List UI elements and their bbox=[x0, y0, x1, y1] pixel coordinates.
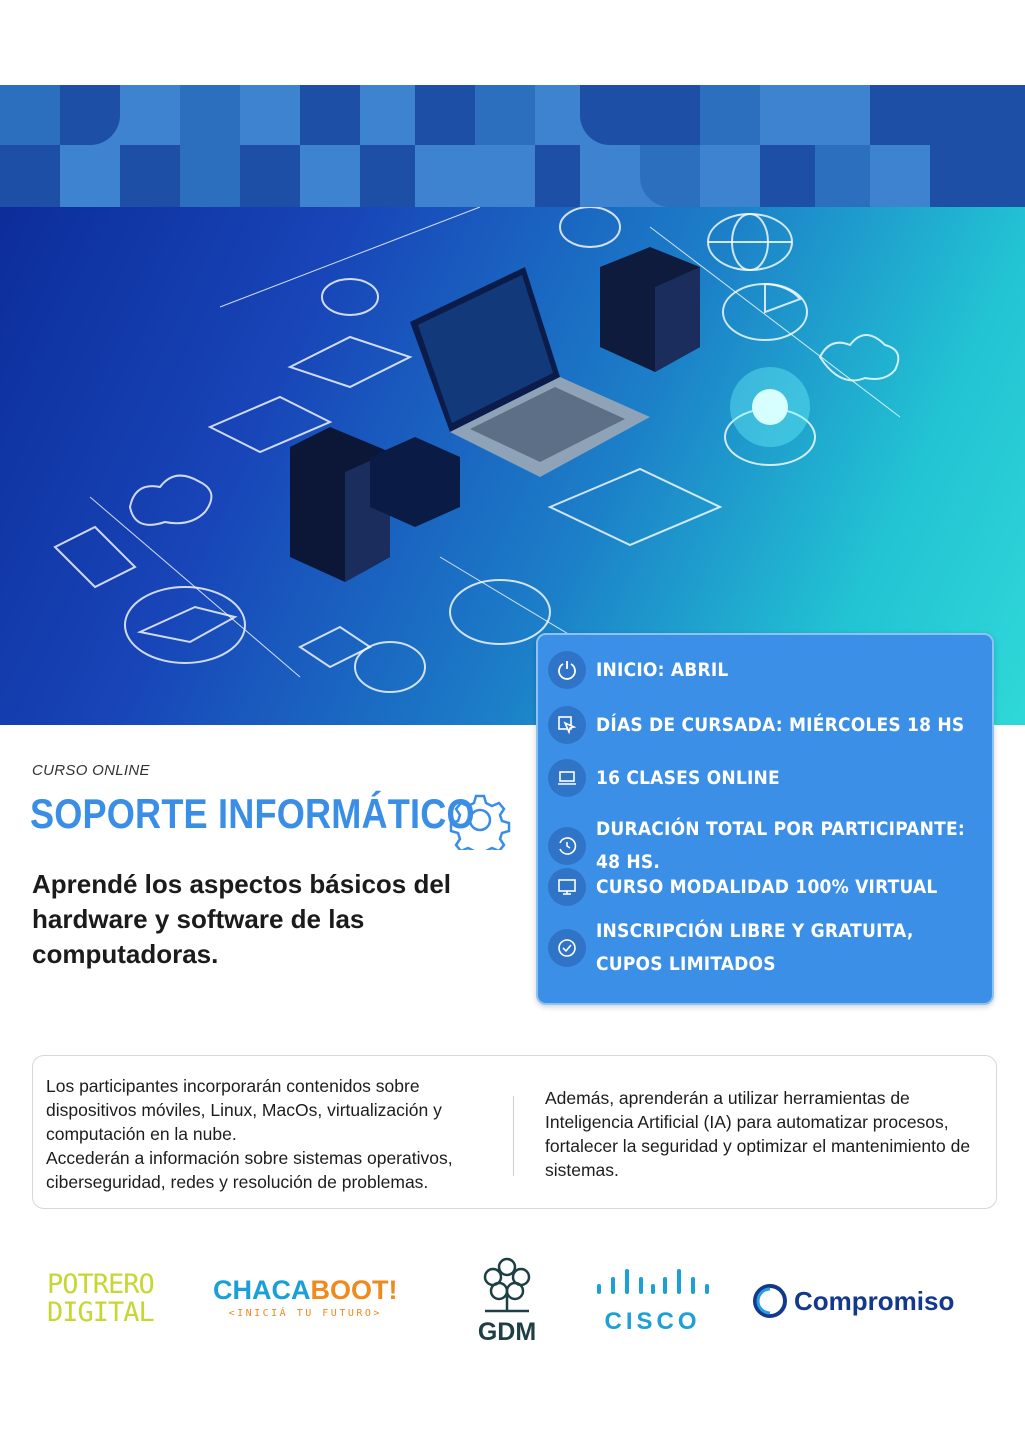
chacaboot-tagline: <INICIÁ TU FUTURO> bbox=[228, 1308, 382, 1319]
info-item-start bbox=[548, 651, 729, 689]
course-kicker: CURSO ONLINE bbox=[32, 762, 150, 779]
course-subtitle: Aprendé los aspectos básicos del hardware y software de las computadoras. bbox=[32, 869, 452, 969]
info-text-days: DÍAS DE CURSADA: MIÉRCOLES 18 HS bbox=[596, 713, 965, 736]
info-text-start: INICIO: ABRIL bbox=[596, 658, 729, 681]
info-item-days bbox=[548, 706, 964, 744]
chacaboot-logo-part2: BOOT! bbox=[310, 1275, 398, 1305]
power-icon bbox=[548, 651, 586, 689]
description-box bbox=[32, 1055, 997, 1209]
course-info-card bbox=[536, 633, 994, 1005]
cisco-logo-text: CISCO bbox=[604, 1308, 701, 1335]
info-text-enrollment-line1: INSCRIPCIÓN LIBRE Y GRATUITA, bbox=[596, 920, 914, 942]
page-title: SOPORTE INFORMÁTICO bbox=[30, 790, 475, 837]
clock-icon bbox=[548, 827, 586, 865]
potrero-digital-logo bbox=[47, 1271, 154, 1327]
info-text-classes: 16 CLASES ONLINE bbox=[596, 766, 780, 789]
sponsor-logos bbox=[0, 1255, 1025, 1355]
cisco-bars-icon bbox=[593, 1269, 713, 1299]
chacaboot-logo-part1: CHACA bbox=[213, 1275, 311, 1305]
monitor-icon bbox=[548, 868, 586, 906]
gdm-tree-icon bbox=[477, 1255, 537, 1317]
divider bbox=[513, 1096, 514, 1176]
cisco-logo bbox=[590, 1269, 715, 1336]
potrero-logo-line: DIGITAL bbox=[47, 1297, 154, 1328]
description-paragraph: Accederán a información sobre sistemas operativos, ciberseguridad, redes y resolución de problemas. bbox=[46, 1148, 453, 1192]
compromiso-logo-text: Compromiso bbox=[794, 1285, 955, 1316]
chacaboot-logo bbox=[213, 1275, 398, 1319]
info-item-classes bbox=[548, 759, 780, 797]
cursor-click-icon bbox=[548, 706, 586, 744]
laptop-icon bbox=[548, 759, 586, 797]
info-text-modality: CURSO MODALIDAD 100% VIRTUAL bbox=[596, 875, 938, 898]
description-paragraph: Además, aprenderán a utilizar herramientas de Inteligencia Artificial (IA) para automatizar procesos, fortalecer la seguridad y optimizar el mantenimiento de sistemas. bbox=[545, 1088, 971, 1180]
gdm-logo-text: GDM bbox=[477, 1318, 537, 1346]
compromiso-logo bbox=[752, 1283, 954, 1319]
description-right bbox=[545, 1086, 980, 1182]
info-item-modality bbox=[548, 868, 937, 906]
decorative-banner bbox=[0, 85, 1025, 207]
compromiso-circle-icon bbox=[752, 1283, 788, 1319]
gdm-logo bbox=[462, 1255, 552, 1347]
info-item-enrollment bbox=[548, 915, 914, 981]
potrero-logo-line: POTRERO bbox=[47, 1269, 154, 1300]
check-circle-icon bbox=[548, 929, 586, 967]
description-left bbox=[46, 1074, 486, 1194]
info-text-duration: DURACIÓN TOTAL POR PARTICIPANTE: 48 HS. bbox=[596, 818, 965, 873]
info-text-enrollment-line2: CUPOS LIMITADOS bbox=[596, 953, 776, 975]
gear-icon bbox=[449, 790, 511, 855]
description-paragraph: Los participantes incorporarán contenidos sobre dispositivos móviles, Linux, MacOs, virtualización y computación en la nube. bbox=[46, 1076, 442, 1144]
